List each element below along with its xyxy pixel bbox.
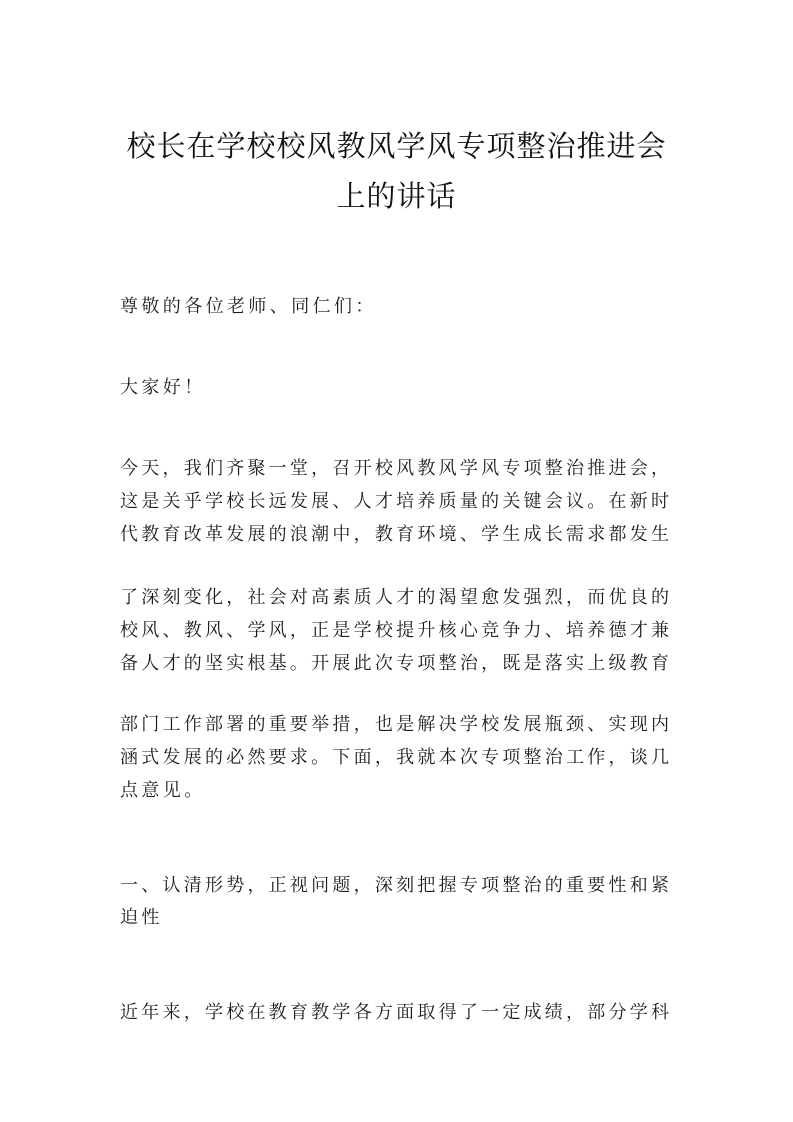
intro-paragraph-line: 代教育改革发展的浪潮中，教育环境、学生成长需求都发生 [120,524,669,545]
section-1-heading-line: 一、认清形势，正视问题，深刻把握专项整治的重要性和紧 [120,875,669,896]
intro-paragraph-line: 了深刻变化，社会对高素质人才的渴望愈发强烈，而优良的 [120,587,669,608]
section-1-heading-line: 迫性 [120,907,163,928]
intro-paragraph-line: 部门工作部署的重要举措，也是解决学校发展瓶颈、实现内 [120,714,669,735]
intro-paragraph-line: 今天，我们齐聚一堂，召开校风教风学风专项整治推进会， [120,458,669,479]
section-1-paragraph-line: 近年来，学校在教育教学各方面取得了一定成绩，部分学科 [120,1002,669,1023]
document-title-line-2: 上的讲话 [336,179,457,213]
intro-paragraph-line: 点意见。 [120,780,206,801]
document-title-line-1: 校长在学校校风教风学风专项整治推进会 [126,129,667,163]
salutation: 尊敬的各位老师、同仁们： [120,296,377,317]
greeting: 大家好！ [120,377,206,398]
intro-paragraph-line: 校风、教风、学风，正是学校提升核心竞争力、培养德才兼 [120,620,669,641]
intro-paragraph-line: 这是关乎学校长远发展、人才培养质量的关键会议。在新时 [120,491,669,512]
intro-paragraph-line: 备人才的坚实根基。开展此次专项整治，既是落实上级教育 [120,653,669,674]
intro-paragraph-line: 涵式发展的必然要求。下面，我就本次专项整治工作，谈几 [120,747,669,768]
